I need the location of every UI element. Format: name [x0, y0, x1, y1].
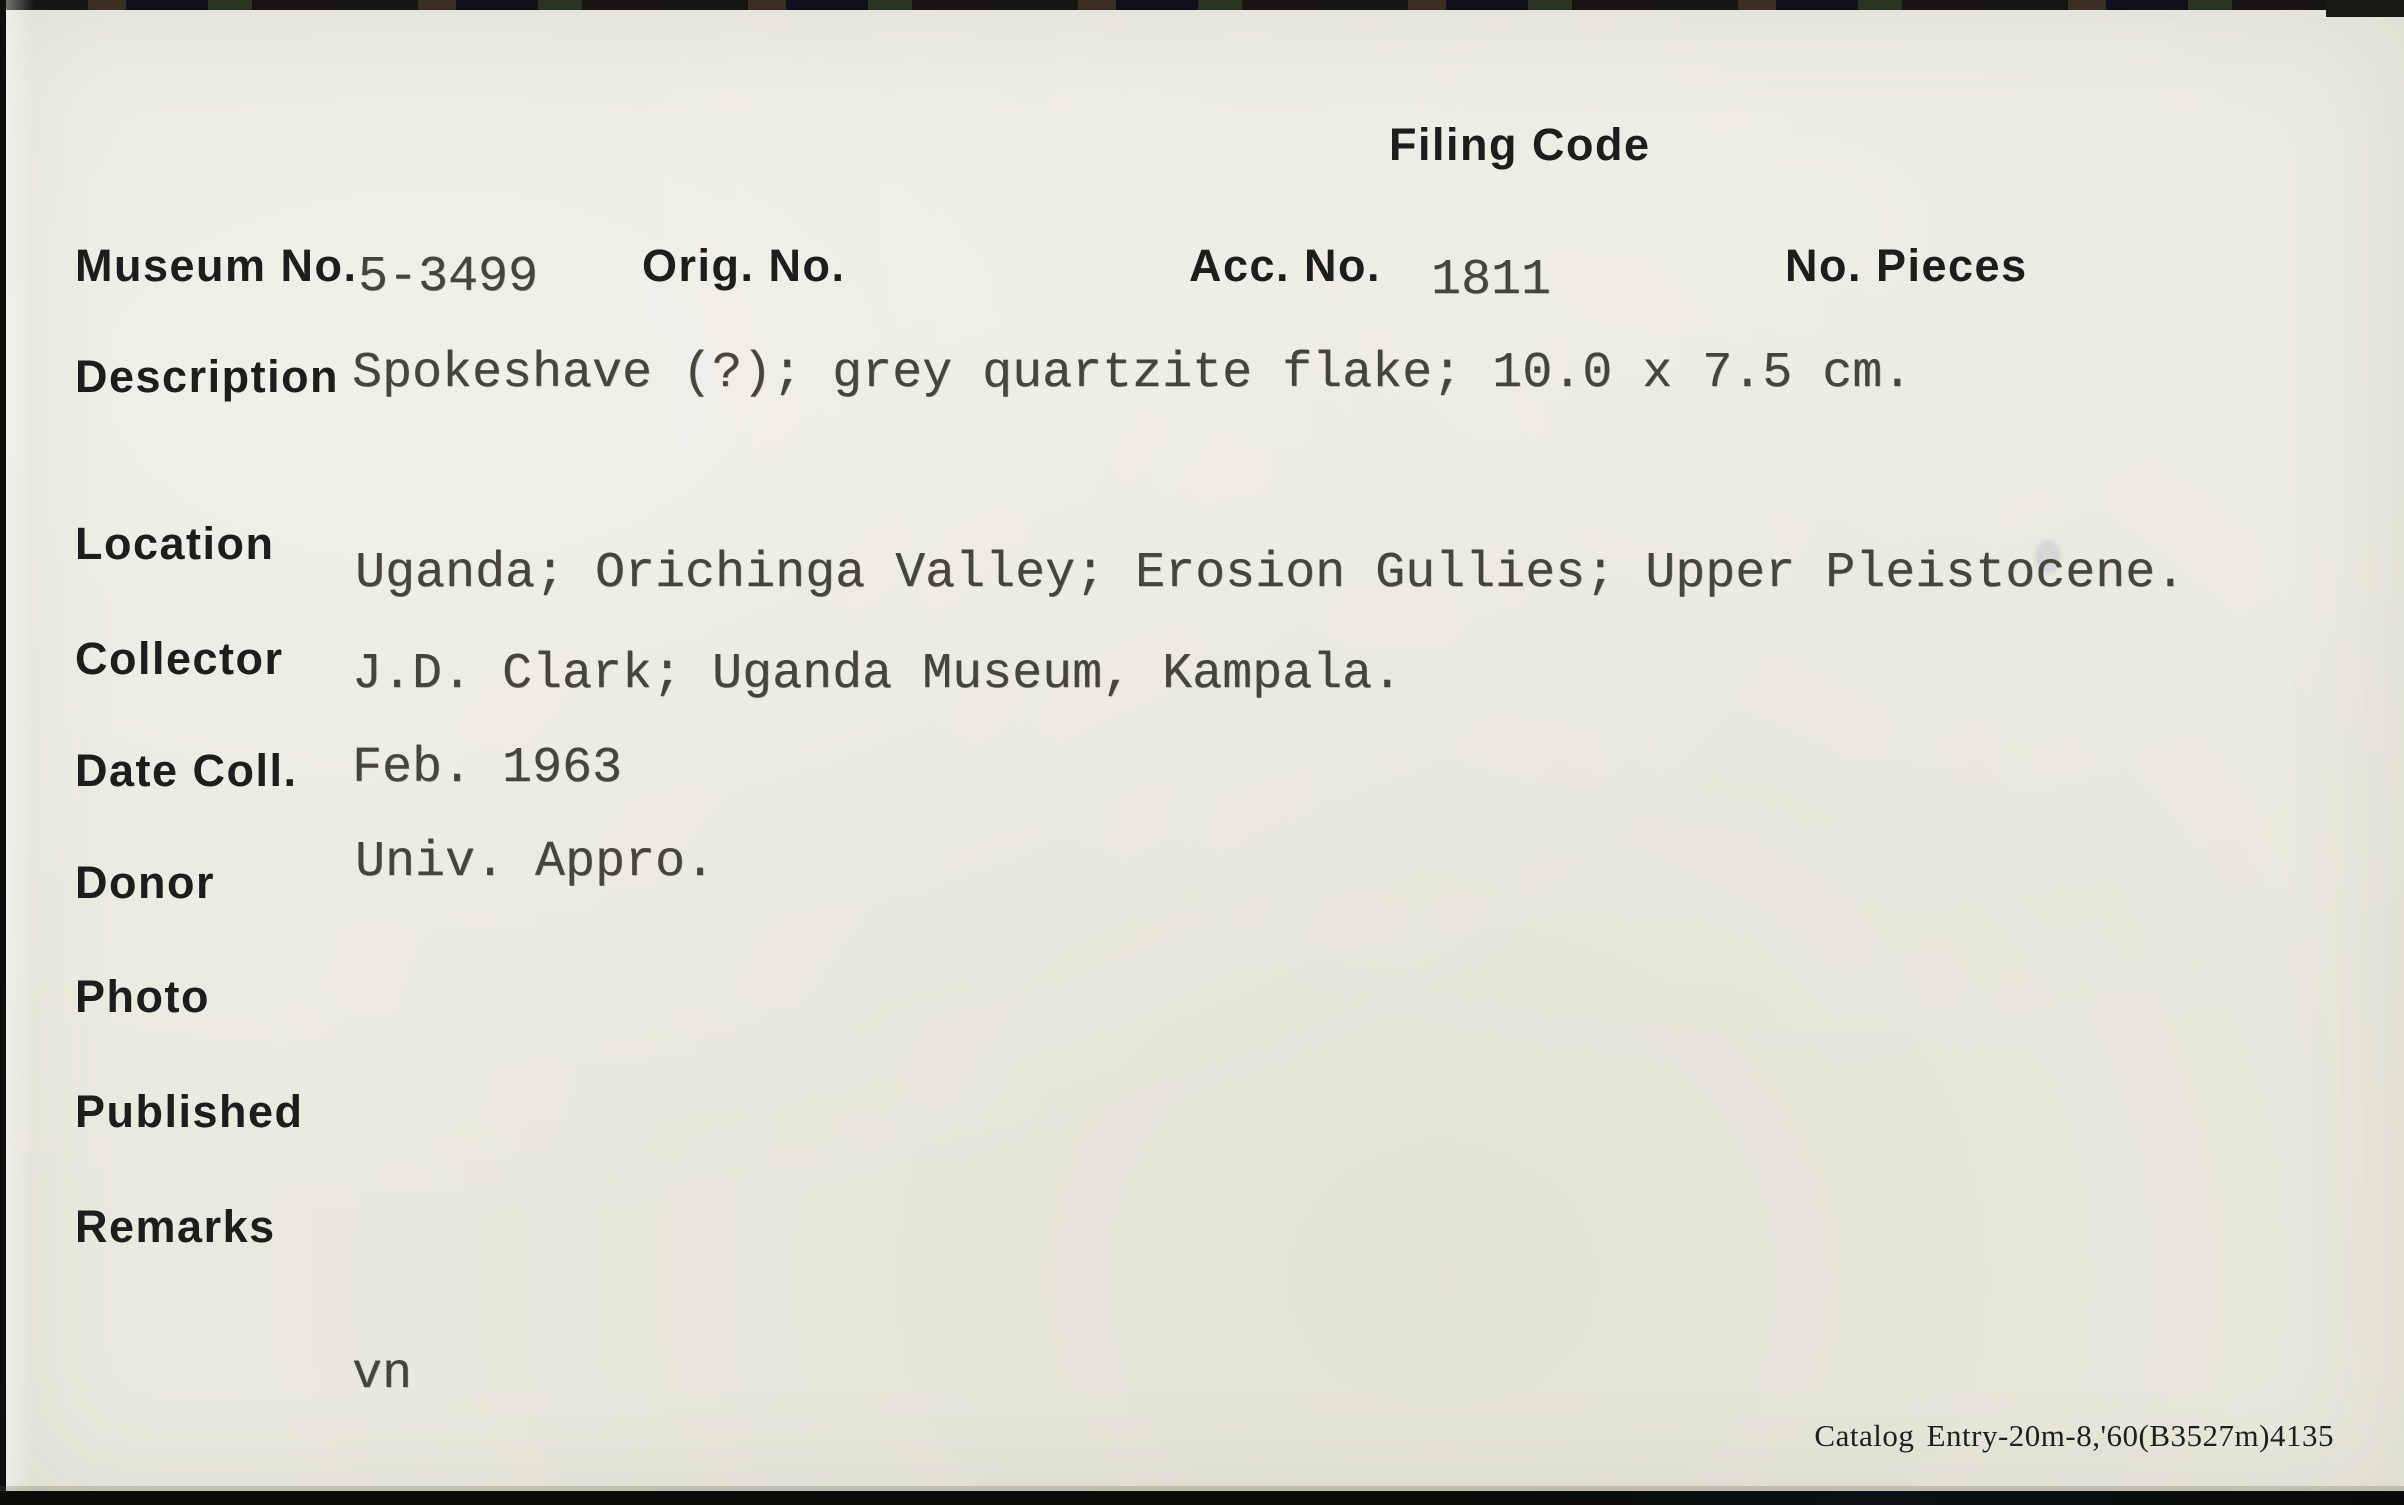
museum-no-value: 5-3499 [358, 249, 539, 306]
acc-no-label: Acc. No. [1189, 240, 1382, 291]
donor-label: Donor [75, 857, 215, 908]
location-value: Uganda; Orichinga Valley; Erosion Gullies; Upper Pleistocene. [355, 545, 2186, 602]
scan-edge-top [0, 0, 2404, 10]
description-value: Spokeshave (?); grey quartzite flake; 10.0 x 7.5 cm. [352, 345, 1913, 402]
published-label: Published [75, 1086, 304, 1137]
acc-no-value: 1811 [1431, 252, 1552, 309]
scan-edge-bottom [0, 1491, 2404, 1505]
collector-value: J.D. Clark; Uganda Museum, Kampala. [352, 646, 1403, 703]
donor-value: Univ. Appro. [355, 834, 716, 891]
collector-label: Collector [75, 633, 284, 684]
no-pieces-label: No. Pieces [1785, 240, 2028, 291]
remarks-label: Remarks [75, 1201, 276, 1252]
museum-no-label: Museum No. [75, 240, 358, 291]
orig-no-label: Orig. No. [642, 240, 846, 291]
filing-code-label: Filing Code [1389, 119, 1651, 170]
description-label: Description [75, 351, 340, 402]
scan-edge-left-highlight [6, 0, 34, 1505]
date-coll-label: Date Coll. [75, 745, 298, 796]
photo-label: Photo [75, 971, 210, 1022]
cataloguer-initials: vn [352, 1346, 413, 1403]
date-coll-value: Feb. 1963 [352, 740, 623, 797]
print-code: Catalog Entry-20m-8,'60(B3527m)4135 [1814, 1418, 2334, 1453]
scan-edge-top-right-corner [2326, 0, 2404, 17]
location-label: Location [75, 518, 275, 569]
